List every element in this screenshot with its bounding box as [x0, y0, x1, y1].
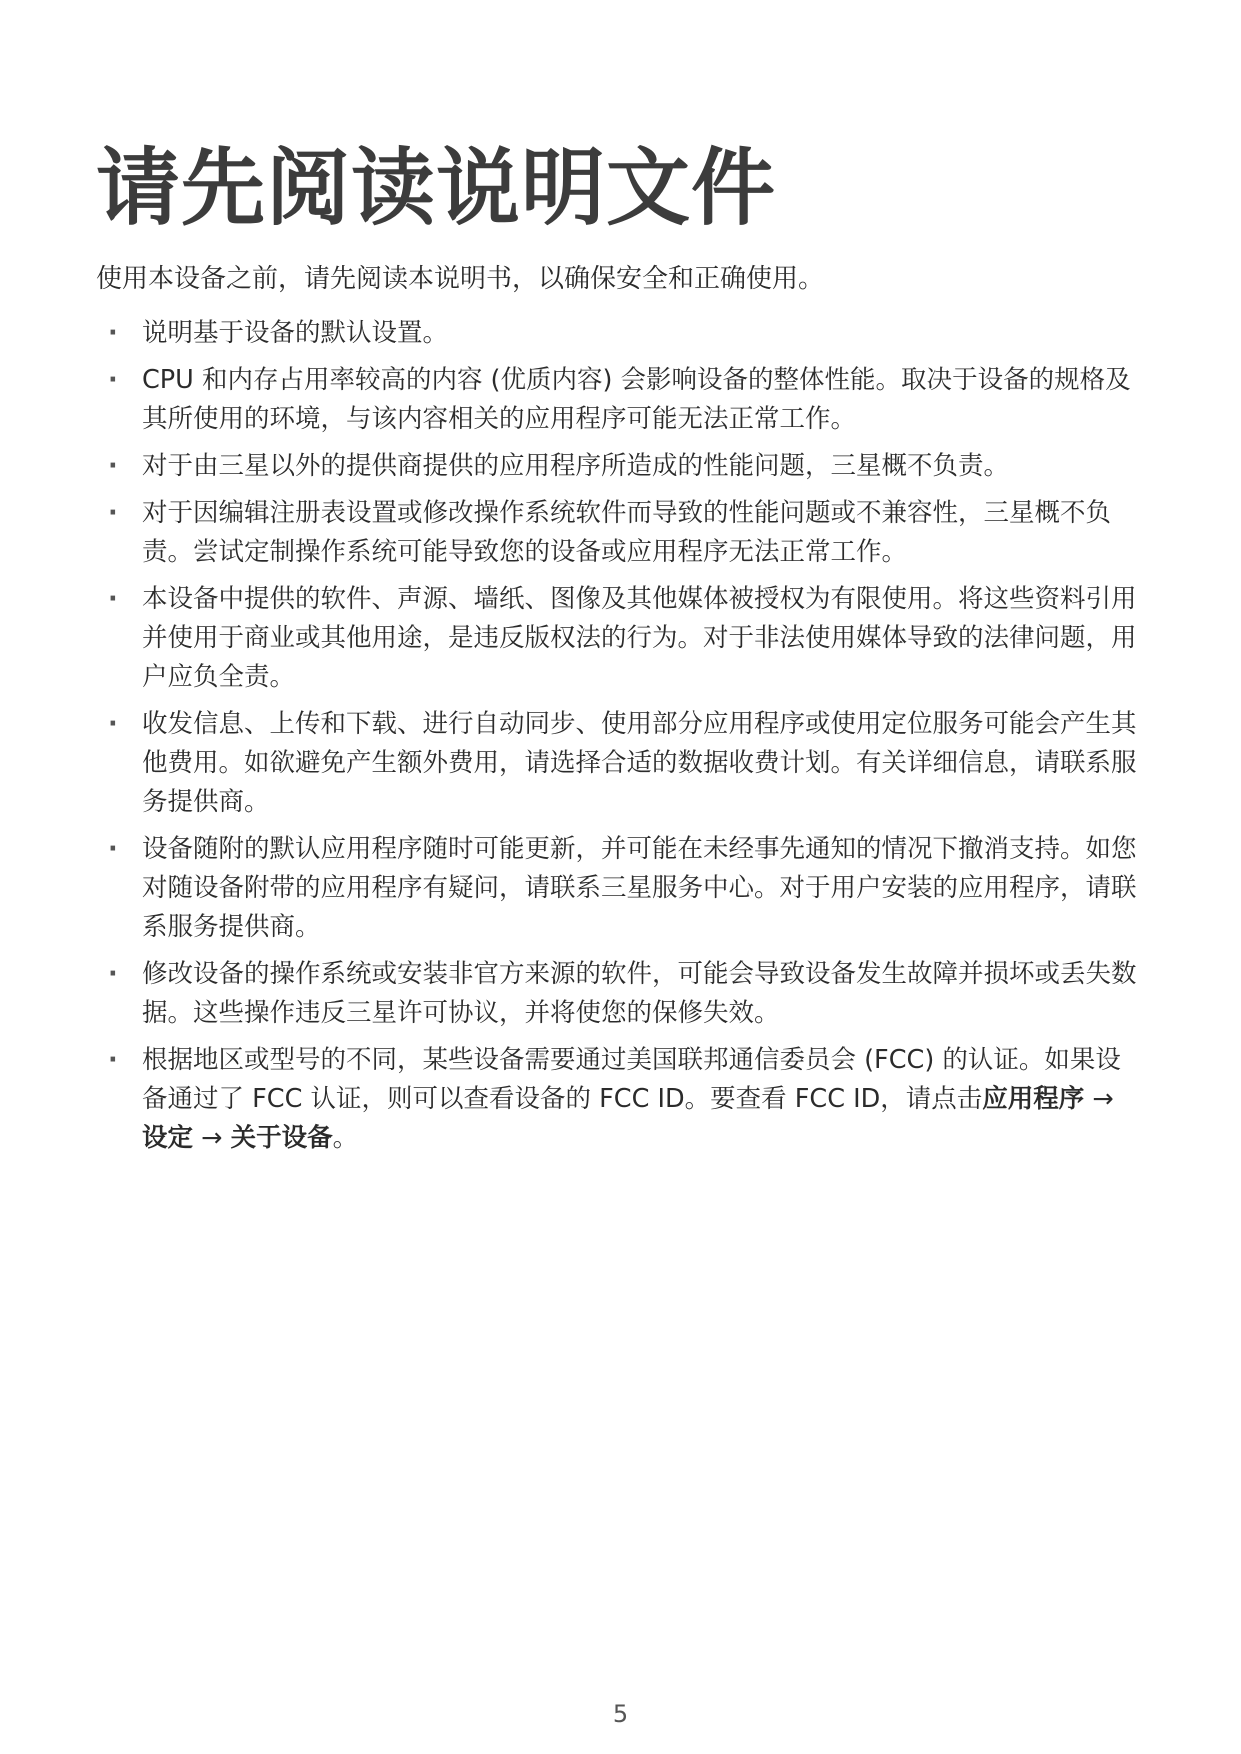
list-item-text: 本设备中提供的软件、声源、墙纸、图像及其他媒体被授权为有限使用。将这些资料引用并使用于商业或其他用途，是违反版权法的行为。对于非法使用媒体导致的法律问题，用户应负全责。 [142, 584, 1137, 692]
list-item-text: 对于由三星以外的提供商提供的应用程序所造成的性能问题，三星概不负责。 [142, 451, 1010, 481]
bullet-icon: · [108, 365, 118, 395]
list-item [96, 361, 1146, 439]
intro-paragraph: 使用本设备之前，请先阅读本说明书，以确保安全和正确使用。 [96, 264, 825, 294]
notice-list [96, 314, 1146, 1166]
list-item-text: 对于因编辑注册表设置或修改操作系统软件而导致的性能问题或不兼容性，三星概不负责。尝试定制操作系统可能导致您的设备或应用程序无法正常工作。 [142, 498, 1112, 567]
list-item-fcc [96, 1041, 1146, 1158]
menu-path-settings: 设定 [142, 1123, 194, 1153]
list-item [96, 494, 1146, 572]
bullet-icon: · [108, 834, 118, 864]
bullet-icon: · [108, 318, 118, 348]
list-item [96, 314, 1146, 353]
bullet-icon: · [108, 959, 118, 989]
fcc-text: 根据地区或型号的不同，某些设备需要通过美国联邦通信委员会 (FCC) 的认证。如果设备通过了 FCC 认证，则可以查看设备的 FCC ID。要查看 FCC ID，请点击 [142, 1045, 1121, 1114]
list-item [96, 580, 1146, 697]
list-item-text: 收发信息、上传和下载、进行自动同步、使用部分应用程序或使用定位服务可能会产生其他费用。如欲避免产生额外费用，请选择合适的数据收费计划。有关详细信息，请联系服务提供商。 [142, 709, 1137, 817]
menu-path-apps: 应用程序 [982, 1084, 1085, 1114]
list-item [96, 705, 1146, 822]
list-item-text: 说明基于设备的默认设置。 [142, 318, 449, 348]
page-number: 5 [612, 1700, 629, 1728]
list-item-text: CPU 和内存占用率较高的内容 (优质内容) 会影响设备的整体性能。取决于设备的规格及其所使用的环境，与该内容相关的应用程序可能无法正常工作。 [142, 365, 1131, 434]
bullet-icon: · [108, 498, 118, 528]
bullet-icon: · [108, 1045, 118, 1075]
list-item [96, 447, 1146, 486]
arrow-icon: → [193, 1123, 231, 1153]
bullet-icon: · [108, 451, 118, 481]
arrow-icon: → [1084, 1084, 1114, 1114]
menu-path-about-device: 关于设备 [230, 1123, 333, 1153]
list-item [96, 955, 1146, 1033]
list-item [96, 830, 1146, 947]
list-item-text: 设备随附的默认应用程序随时可能更新，并可能在未经事先通知的情况下撤消支持。如您对随设备附带的应用程序有疑问，请联系三星服务中心。对于用户安装的应用程序，请联系服务提供商。 [142, 834, 1137, 942]
bullet-icon: · [108, 584, 118, 614]
list-item-text: 修改设备的操作系统或安装非官方来源的软件，可能会导致设备发生故障并损坏或丢失数据。这些操作违反三星许可协议，并将使您的保修失效。 [142, 959, 1137, 1028]
page-title: 请先阅读说明文件 [96, 139, 777, 237]
bullet-icon: · [108, 709, 118, 739]
end-mark: 。 [332, 1123, 359, 1153]
